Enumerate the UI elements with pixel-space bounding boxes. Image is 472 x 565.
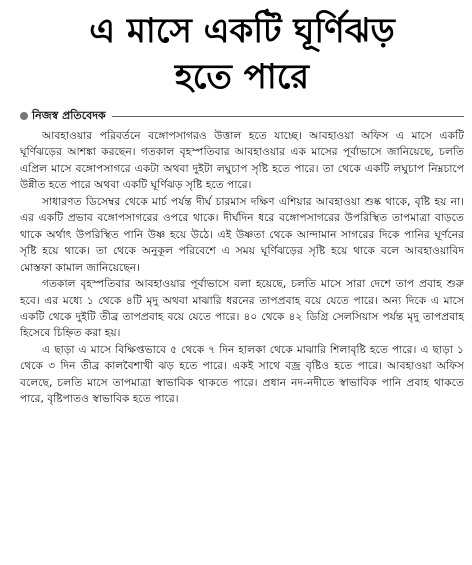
article-body <box>20 128 464 408</box>
news-clipping <box>0 8 472 565</box>
paragraph-1: আবহাওয়ার পরিবর্তনে বঙ্গোপসাগরও উত্তাল হতে যাচ্ছে। আবহাওয়া অফিস এ মাসে একটি ঘূর্ণিঝড়ের আশঙ্কা করছেন। গতকাল বৃহস্পতিবার আবহাওয়ার এক মাসের পূর্বাভাসে জানিয়েছে, চলতি এপ্রিল মাসে বঙ্গোপসাগরে একটা অথবা দুইটা লঘুচাপ সৃষ্টি হতে পারে। তা থেকে একটি লঘুচাপ নিম্নচাপে উন্নীত হতে পারে অথবা একটি ঘূর্ণিঝড় সৃষ্টি হতে পারে। <box>20 129 464 192</box>
headline-line-1: এ মাসে একটি ঘূর্ণিঝড় <box>89 11 395 51</box>
byline: নিজস্ব প্রতিবেদক <box>32 109 106 122</box>
byline-row <box>20 108 464 124</box>
paragraph-4: এ ছাড়া এ মাসে বিক্ষিপ্তভাবে ৫ থেকে ৭ দিন হালকা থেকে মাঝারি শিলাবৃষ্টি হতে পারে। এ ছাড়া ১ থেকে ৩ দিন তীব্র কালবৈশাখী ঝড় হতে পারে। একই সাথে বজ্র বৃষ্টিও হতে পারে। আবহাওয়া অফিস বলেছে, চলতি মাসে তাপমাত্রা স্বাভাবিক থাকতে পারে। প্রধান নদ-নদীতে স্বাভাবিক পানি প্রবাহ থাকতে পারে, বৃষ্টিপাতও স্বাভাবিক হতে পারে। <box>20 342 464 406</box>
paragraph-2: সাধারণত ডিসেম্বর থেকে মার্চ পর্যন্ত দীর্ঘ চারমাস দক্ষিণ এশিয়ার আবহাওয়া শুষ্ক থাকে, বৃষ্টি হয় না। এর একটি প্রভাব বঙ্গোপসাগরের ওপরে থাকে। দীর্ঘদিন ধরে বঙ্গোপসাগরের উপরিস্থিত তাপমাত্রা বাড়তে থাকে অর্থাৎ উপরিস্থিত পানি উষ্ণ হয়ে উঠে। এই উষ্ণতা থেকে আন্দামান সাগরের দিকে পানির ঘূর্ণনের সৃষ্টি হয়ে থাকে। তা থেকে অনুকূল পরিবেশে এ সময় ঘূর্ণিঝড়ের সৃষ্টি হয়ে থাকে বলে আবহাওয়াবিদ মোস্তফা কামাল জানিয়েছেন। <box>20 194 464 274</box>
paragraph-3: গতকাল বৃহস্পতিবার আবহাওয়ার পূর্বাভাসে বলা হয়েছে, চলতি মাসে সারা দেশে তাপ প্রবাহ শুরু হবে। এর মধ্যে ১ থেকে ৪টি মৃদু অথবা মাঝারি ধরনের তাপপ্রবাহ বয়ে যেতে পারে। অন্য দিকে এ মাসে একটি থেকে দুইটি তীব্র তাপপ্রবাহ বয়ে যেতে পারে। ৪০ থেকে ৪২ ডিগ্রি সেলসিয়াস পর্যন্ত মৃদু তাপপ্রবাহ হিসেবে চিহ্নিত করা হয়। <box>20 277 464 340</box>
headline <box>20 8 464 100</box>
headline-line-2: হতে পারে <box>174 57 310 97</box>
bullet-icon <box>20 112 28 120</box>
byline-divider <box>112 116 464 117</box>
